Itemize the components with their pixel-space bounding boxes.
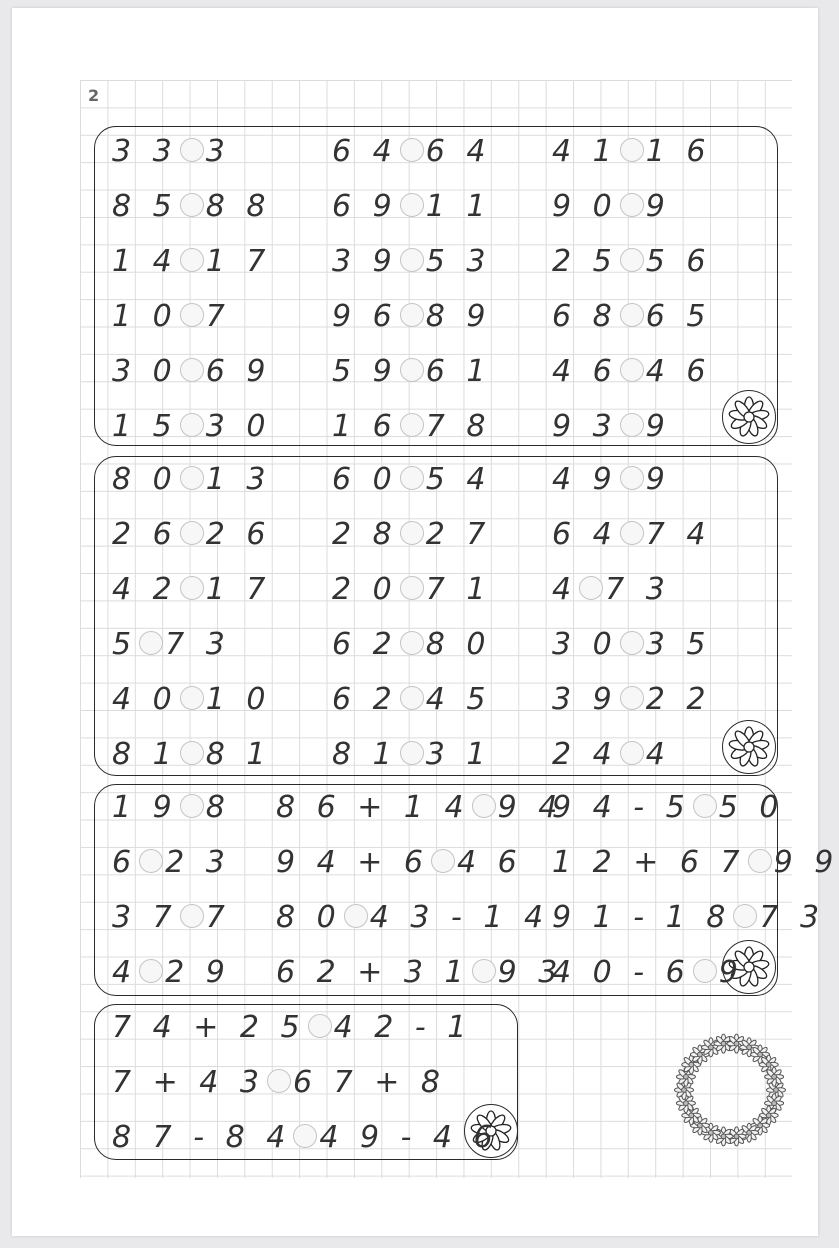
answer-circle[interactable]: [180, 303, 204, 327]
left-expression: 8 7 - 8 4: [112, 1119, 292, 1155]
left-expression: 8 0: [276, 899, 342, 935]
left-expression: 1 9: [112, 789, 178, 825]
answer-circle[interactable]: [180, 248, 204, 272]
comparison-row: [112, 516, 272, 552]
right-expression: 3 0: [205, 408, 272, 444]
right-expression: 6 5: [645, 298, 712, 334]
comparison-row: [552, 571, 671, 607]
comparison-row: [112, 681, 272, 717]
answer-circle[interactable]: [400, 413, 424, 437]
right-expression: 5 0: [718, 789, 785, 825]
answer-circle[interactable]: [180, 413, 204, 437]
left-expression: 9 3: [552, 408, 618, 444]
comparison-row: [112, 1009, 473, 1045]
answer-circle[interactable]: [180, 741, 204, 765]
right-expression: 8 0: [425, 626, 492, 662]
answer-circle[interactable]: [620, 303, 644, 327]
right-expression: 5 4: [425, 461, 492, 497]
comparison-row: [552, 408, 671, 444]
answer-circle[interactable]: [400, 358, 424, 382]
flower-wreath-icon: [668, 1026, 792, 1154]
right-expression: 9 3: [497, 954, 564, 990]
comparison-row: [276, 954, 564, 990]
answer-circle[interactable]: [180, 576, 204, 600]
right-expression: 9 4: [497, 789, 564, 825]
left-expression: 6 8: [552, 298, 618, 334]
comparison-row: [552, 844, 839, 880]
left-expression: 5 9: [332, 353, 398, 389]
right-expression: 6 4: [425, 133, 492, 169]
left-expression: 3 0: [552, 626, 618, 662]
comparison-row: [276, 844, 523, 880]
comparison-row: [332, 408, 492, 444]
answer-circle[interactable]: [180, 794, 204, 818]
left-expression: 6: [112, 844, 138, 880]
left-expression: 8 1: [332, 736, 398, 772]
right-expression: 2 2: [645, 681, 712, 717]
right-expression: 3: [205, 133, 231, 169]
right-expression: 5 6: [645, 243, 712, 279]
comparison-row: [112, 789, 231, 825]
left-expression: 1 0: [112, 298, 178, 334]
left-expression: 2 6: [112, 516, 178, 552]
answer-circle[interactable]: [180, 358, 204, 382]
answer-circle[interactable]: [620, 686, 644, 710]
left-expression: 9 0: [552, 188, 618, 224]
comparison-row: [112, 1119, 499, 1155]
answer-circle[interactable]: [400, 521, 424, 545]
answer-circle[interactable]: [180, 686, 204, 710]
comparison-row: [332, 133, 492, 169]
left-expression: 8 1: [112, 736, 178, 772]
left-expression: 1 6: [332, 408, 398, 444]
page-number: 2: [88, 86, 100, 105]
right-expression: 7: [205, 298, 231, 334]
exercise-box-1: [94, 126, 778, 446]
left-expression: 4 0 - 6: [552, 954, 691, 990]
comparison-row: [332, 571, 492, 607]
right-expression: 9: [645, 188, 671, 224]
left-expression: 3 7: [112, 899, 178, 935]
right-expression: 7 3: [605, 571, 671, 607]
right-expression: 9: [718, 954, 744, 990]
right-expression: 4 6: [645, 353, 712, 389]
answer-circle[interactable]: [308, 1014, 332, 1038]
comparison-row: [552, 298, 712, 334]
left-expression: 3 0: [112, 353, 178, 389]
right-expression: 7 8: [425, 408, 492, 444]
right-expression: 1 7: [205, 571, 272, 607]
answer-circle[interactable]: [400, 138, 424, 162]
comparison-row: [112, 571, 272, 607]
right-expression: 1 0: [205, 681, 272, 717]
left-expression: 4: [112, 954, 138, 990]
left-expression: 2 8: [332, 516, 398, 552]
left-expression: 9 6: [332, 298, 398, 334]
left-expression: 4 6: [552, 353, 618, 389]
left-expression: 4 9: [552, 461, 618, 497]
right-expression: 2 7: [425, 516, 492, 552]
left-expression: 8 0: [112, 461, 178, 497]
answer-circle[interactable]: [400, 193, 424, 217]
answer-circle[interactable]: [620, 631, 644, 655]
answer-circle[interactable]: [693, 794, 717, 818]
answer-circle[interactable]: [139, 849, 163, 873]
exercise-box-2: [94, 456, 778, 776]
comparison-row: [332, 243, 492, 279]
right-expression: 7 3: [759, 899, 826, 935]
comparison-row: [552, 789, 785, 825]
right-expression: 3 1: [425, 736, 492, 772]
answer-circle[interactable]: [180, 138, 204, 162]
left-expression: 4: [552, 571, 578, 607]
left-expression: 5: [112, 626, 138, 662]
left-expression: 2 4: [552, 736, 618, 772]
comparison-row: [332, 461, 492, 497]
comparison-row: [552, 188, 671, 224]
answer-circle[interactable]: [400, 248, 424, 272]
right-expression: 1 1: [425, 188, 492, 224]
comparison-row: [552, 626, 712, 662]
left-expression: 9 4 - 5: [552, 789, 691, 825]
left-expression: 8 5: [112, 188, 178, 224]
comparison-row: [112, 954, 231, 990]
right-expression: 1 7: [205, 243, 272, 279]
right-expression: 7 4: [645, 516, 712, 552]
left-expression: 3 9: [552, 681, 618, 717]
left-expression: 6 9: [332, 188, 398, 224]
answer-circle[interactable]: [620, 358, 644, 382]
comparison-row: [552, 954, 744, 990]
answer-circle[interactable]: [139, 631, 163, 655]
right-expression: 1 6: [645, 133, 712, 169]
right-expression: 7 1: [425, 571, 492, 607]
comparison-row: [332, 681, 492, 717]
right-expression: 3 5: [645, 626, 712, 662]
answer-circle[interactable]: [620, 193, 644, 217]
comparison-row: [112, 626, 231, 662]
comparison-row: [112, 899, 231, 935]
answer-circle[interactable]: [400, 686, 424, 710]
right-expression: 2 9: [165, 954, 231, 990]
answer-circle[interactable]: [180, 904, 204, 928]
comparison-row: [552, 461, 671, 497]
answer-circle[interactable]: [620, 413, 644, 437]
comparison-row: [552, 681, 712, 717]
daisy-icon: [722, 720, 776, 774]
answer-circle[interactable]: [267, 1069, 291, 1093]
comparison-row: [112, 461, 272, 497]
answer-circle[interactable]: [400, 466, 424, 490]
comparison-row: [552, 243, 712, 279]
answer-circle[interactable]: [620, 466, 644, 490]
comparison-row: [112, 1064, 447, 1100]
comparison-row: [552, 353, 712, 389]
comparison-row: [552, 133, 712, 169]
comparison-row: [112, 298, 231, 334]
right-expression: 4 3 - 1 4: [369, 899, 550, 935]
answer-circle[interactable]: [579, 576, 603, 600]
left-expression: 4 1: [552, 133, 618, 169]
left-expression: 6 4: [332, 133, 398, 169]
right-expression: 4 9 - 4 6: [319, 1119, 499, 1155]
left-expression: 9 4 + 6: [276, 844, 430, 880]
answer-circle[interactable]: [431, 849, 455, 873]
left-expression: 1 2 + 6 7: [552, 844, 746, 880]
answer-circle[interactable]: [400, 303, 424, 327]
left-expression: 6 2 + 3 1: [276, 954, 470, 990]
right-expression: 2 3: [165, 844, 231, 880]
comparison-row: [276, 789, 564, 825]
answer-circle[interactable]: [180, 521, 204, 545]
answer-circle[interactable]: [400, 631, 424, 655]
right-expression: 9: [645, 461, 671, 497]
comparison-row: [112, 243, 272, 279]
left-expression: 9 1 - 1 8: [552, 899, 732, 935]
right-expression: 6 1: [425, 353, 492, 389]
left-expression: 1 4: [112, 243, 178, 279]
comparison-row: [112, 844, 231, 880]
left-expression: 4 2: [112, 571, 178, 607]
comparison-row: [332, 188, 492, 224]
comparison-row: [112, 353, 272, 389]
right-expression: 1 3: [205, 461, 272, 497]
left-expression: 7 4 + 2 5: [112, 1009, 306, 1045]
answer-circle[interactable]: [748, 849, 772, 873]
right-expression: 7 3: [165, 626, 231, 662]
left-expression: 2 5: [552, 243, 618, 279]
answer-circle[interactable]: [180, 466, 204, 490]
right-expression: 4 5: [425, 681, 492, 717]
answer-circle[interactable]: [620, 521, 644, 545]
comparison-row: [112, 133, 231, 169]
right-expression: 6 7 + 8: [293, 1064, 447, 1100]
answer-circle[interactable]: [139, 959, 163, 983]
left-expression: 6 4: [552, 516, 618, 552]
right-expression: 7: [205, 899, 231, 935]
right-expression: 8 1: [205, 736, 272, 772]
right-expression: 4 6: [457, 844, 523, 880]
left-expression: 3 9: [332, 243, 398, 279]
left-expression: 1 5: [112, 408, 178, 444]
comparison-row: [332, 353, 492, 389]
answer-circle[interactable]: [344, 904, 368, 928]
right-expression: 8: [205, 789, 231, 825]
left-expression: 7 + 4 3: [112, 1064, 266, 1100]
wreath-flower: [765, 1067, 784, 1086]
comparison-row: [552, 899, 826, 935]
answer-circle[interactable]: [400, 741, 424, 765]
left-expression: 2 0: [332, 571, 398, 607]
comparison-row: [332, 626, 492, 662]
comparison-row: [332, 516, 492, 552]
answer-circle[interactable]: [180, 193, 204, 217]
left-expression: 6 2: [332, 626, 398, 662]
right-expression: 9: [645, 408, 671, 444]
left-expression: 6 0: [332, 461, 398, 497]
right-expression: 2 6: [205, 516, 272, 552]
right-expression: 9 9: [773, 844, 839, 880]
answer-circle[interactable]: [400, 576, 424, 600]
right-expression: 8 9: [425, 298, 492, 334]
left-expression: 6 2: [332, 681, 398, 717]
answer-circle[interactable]: [472, 959, 496, 983]
answer-circle[interactable]: [472, 794, 496, 818]
right-expression: 4: [645, 736, 671, 772]
comparison-row: [332, 298, 492, 334]
right-expression: 5 3: [425, 243, 492, 279]
answer-circle[interactable]: [620, 741, 644, 765]
left-expression: 8 6 + 1 4: [276, 789, 470, 825]
answer-circle[interactable]: [693, 959, 717, 983]
comparison-row: [112, 408, 272, 444]
comparison-row: [332, 736, 492, 772]
comparison-row: [552, 516, 712, 552]
right-expression: 6 9: [205, 353, 272, 389]
answer-circle[interactable]: [620, 138, 644, 162]
left-expression: 3 3: [112, 133, 178, 169]
comparison-row: [112, 188, 272, 224]
right-expression: 4 2 - 1: [333, 1009, 473, 1045]
left-expression: 4 0: [112, 681, 178, 717]
comparison-row: [552, 736, 671, 772]
answer-circle[interactable]: [620, 248, 644, 272]
comparison-row: [112, 736, 272, 772]
answer-circle[interactable]: [293, 1124, 317, 1148]
daisy-icon: [722, 390, 776, 444]
right-expression: 8 8: [205, 188, 272, 224]
answer-circle[interactable]: [733, 904, 757, 928]
comparison-row: [276, 899, 550, 935]
